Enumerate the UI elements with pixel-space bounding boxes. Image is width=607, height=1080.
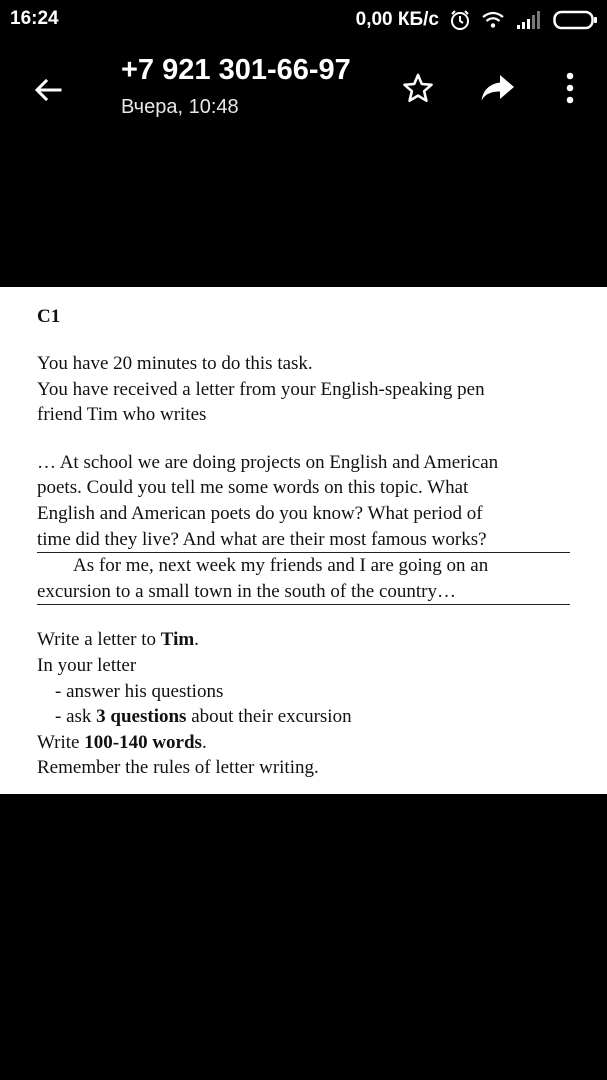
share-button[interactable] (477, 68, 519, 108)
status-time: 16:24 (10, 8, 59, 29)
wifi-icon (481, 10, 505, 30)
instruction-bold-text: 100-140 words (84, 731, 202, 753)
intro-line: You have 20 minutes to do this task. (37, 353, 313, 374)
message-timestamp: Вчера, 10:48 (121, 96, 239, 118)
battery-icon (553, 9, 599, 31)
letter-line: English and American poets do you know? What period of (37, 502, 483, 524)
more-vert-icon (565, 72, 575, 104)
status-icons (356, 6, 599, 34)
instruction-text: about their excursion (186, 706, 352, 728)
instruction-bold-text: 3 questions (96, 706, 187, 728)
instruction-line: In your letter (37, 654, 137, 676)
document-content (37, 305, 577, 781)
status-bar (0, 0, 607, 40)
letter-line: … At school we are doing projects on English and American (37, 451, 499, 473)
instruction-line (37, 730, 577, 756)
alarm-icon (449, 9, 471, 31)
instruction-text: . (194, 629, 199, 651)
intro-line: friend Tim who writes (37, 404, 207, 426)
task-instructions (37, 627, 577, 781)
letter-line: excursion to a small town in the south of the country… (37, 579, 570, 606)
letter-line: As for me, next week my friends and I are going on an (73, 555, 489, 577)
signal-icon (515, 10, 543, 30)
instruction-text: Write (37, 731, 85, 753)
instruction-text: Write a letter to (37, 629, 161, 651)
instruction-bold-text: Tim (160, 629, 195, 651)
instruction-line (37, 627, 577, 653)
letter-excerpt (37, 450, 577, 606)
instruction-text: - ask (55, 706, 97, 728)
back-arrow-icon (34, 78, 62, 102)
back-button[interactable] (28, 70, 68, 110)
instruction-text: . (201, 731, 207, 753)
star-button[interactable] (398, 68, 438, 108)
instruction-line: - answer his questions (55, 680, 224, 702)
more-options-button[interactable] (552, 68, 588, 108)
letter-line: poets. Could you tell me some words on this topic. What (37, 477, 469, 499)
instruction-line (37, 704, 577, 730)
task-heading: C1 (37, 306, 61, 327)
letter-line: time did they live? And what are their most famous works? (37, 527, 570, 554)
top-app-bar (0, 40, 607, 140)
intro-line: You have received a letter from your English-speaking pen (37, 378, 485, 400)
network-speed: 0,00 КБ/с (355, 9, 439, 30)
contact-number: +7 921 301-66-97 (121, 54, 351, 86)
attached-document-image[interactable] (0, 287, 607, 794)
intro-text (37, 351, 577, 428)
star-icon (402, 73, 434, 103)
instruction-line: Remember the rules of letter writing. (37, 757, 319, 779)
share-icon (480, 73, 516, 103)
